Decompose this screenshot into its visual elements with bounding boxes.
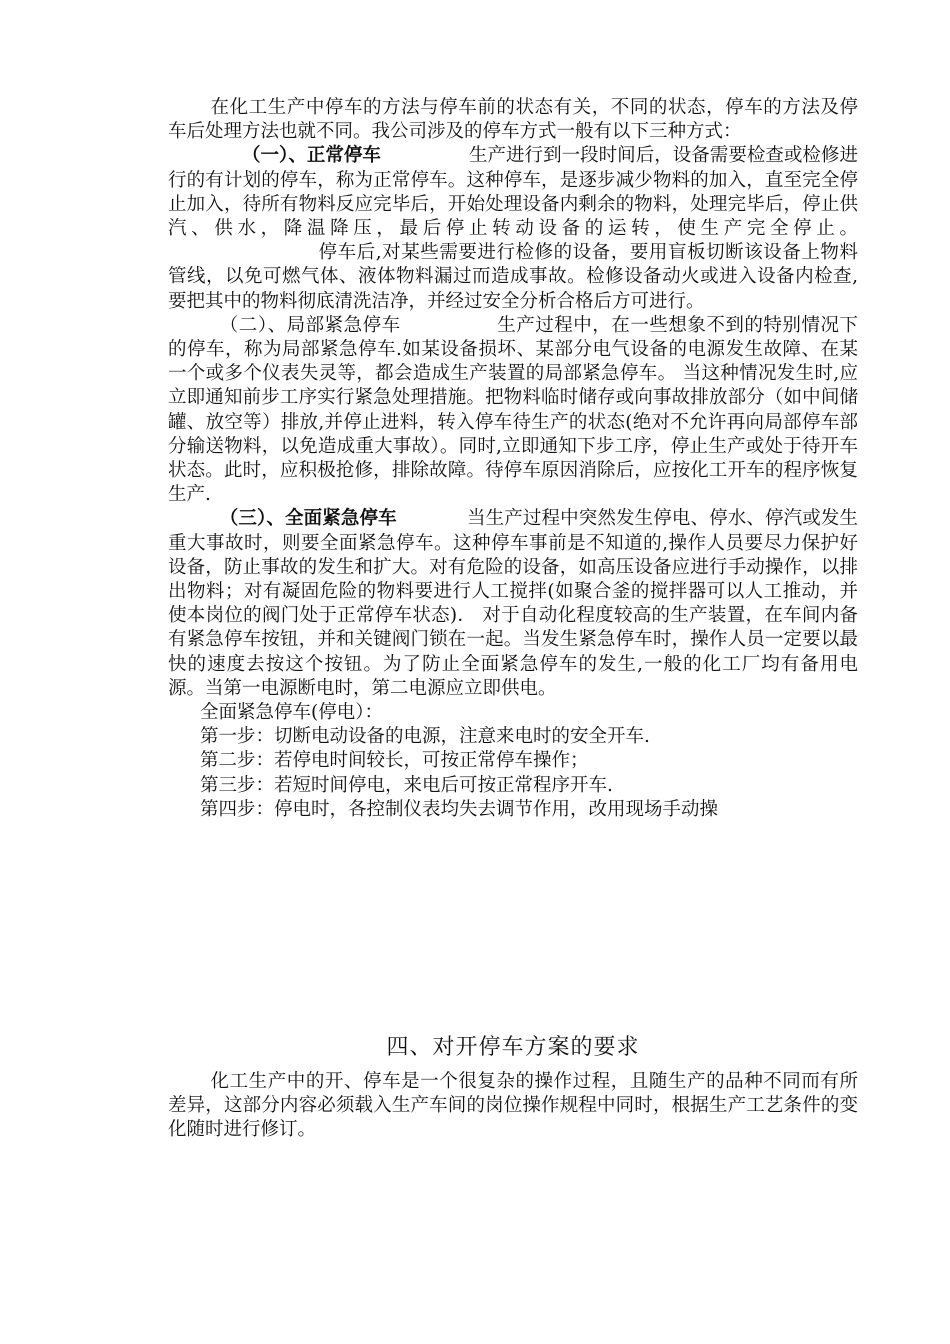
normal-stop-paragraph <box>168 144 858 313</box>
power-outage-step: 第四步：停电时，各控制仪表均失去调节作用，改用现场手动操 <box>200 798 719 820</box>
full-emergency-text: 当生产过程中突然发生停电、停水、停汽或发生重大事故时，则要全面紧急停车。这种停车事前是不知道的,操作人员要尽力保护好设备，防止事故的发生和扩大。对有危险的设备，如高压设备应进行手动操作，以排出物料；对有凝固危险的物料要进行人工搅拌(如聚合釜的搅拌器可以人工推动，并使本岗位的阀门处于正常停车状态)． 对于自动化程度较高的生产装置，在车间内备有紧急停车按钮，并和关键阀门锁在一起。当发生紧急停车时，操作人员一定要以最快的速度去按这个按钮。为了防止全面紧急停车的发生,一般的化工厂均有备用电源。当第一电源断电时，第二电源应立即供电。 <box>168 508 858 699</box>
document-page <box>168 96 858 1141</box>
power-outage-title: 全面紧急停车(停电）： <box>200 702 383 724</box>
normal-stop-heading: （一）、正常停车 <box>242 145 381 167</box>
power-outage-step: 第三步：若短时间停电，来电后可按正常程序开车. <box>200 774 613 796</box>
power-outage-step: 第二步：若停电时间较长，可按正常停车操作； <box>200 750 589 772</box>
intro-paragraph: 在化工生产中停车的方法与停车前的状态有关，不同的状态，停车的方法及停车后处理方法也就不同。我公司涉及的停车方式一般有以下三种方式： <box>168 97 858 143</box>
section-4-title: 四、对开停车方案的要求 <box>386 1035 640 1060</box>
power-outage-block <box>168 701 858 822</box>
full-emergency-heading: （三）、全面紧急停车 <box>219 508 397 530</box>
normal-stop-text: 生产进行到一段时间后，设备需要检查或检修进行的有计划的停车，称为正常停车。这种停车，是逐步减少物料的加入，直至完全停止加入，待所有物料反应完毕后，开始处理设备内剩余的物料，处理完毕后，停止供汽、供水，降温降压，最后停止转动设备的运转，使生产完全停止。 <box>168 145 858 240</box>
power-outage-step: 第一步：切断电动设备的电源，注意来电时的安全开车. <box>200 726 650 748</box>
local-emergency-text: 生产过程中，在一些想象不到的特别情况下的停车，称为局部紧急停车.如某设备损坏、某部分电气设备的电源发生故障、在某一个或多个仪表失灵等，都会造成生产装置的局部紧急停车。 当这种情况发生时,应立即通知前步工序实行紧急处理措施。把物料临时储存或向事故排放部分（如中间储罐、放空等）排放,并停止进料，转入停车待生产的状态(绝对不允许再向局部停车部分输送物料，以免造成重大事故）。同时,立即通知下步工序，停止生产或处于待开车状态。此时，应积极抢修，排除故障。待停车原因消除后，应按化工开车的程序恢复生产. <box>168 314 858 506</box>
local-emergency-heading: （二）、局部紧急停车 <box>219 314 401 336</box>
section-4-paragraph: 化工生产中的开、停车是一个很复杂的操作过程，且随生产的品种不同而有所差异，这部分内容必须载入生产车间的岗位操作规程中同时，根据生产工艺条件的变化随时进行修订。 <box>168 1071 858 1141</box>
full-emergency-paragraph <box>168 507 858 701</box>
local-emergency-paragraph <box>168 314 858 508</box>
normal-stop-text-2: 停车后,对某些需要进行检修的设备，要用盲板切断该设备上物料管线，以免可燃气体、液体物料漏过而造成事故。检修设备动火或进入设备内检查,要把其中的物料彻底清洗洁净，并经过安全分析合格后方可进行。 <box>168 242 858 312</box>
